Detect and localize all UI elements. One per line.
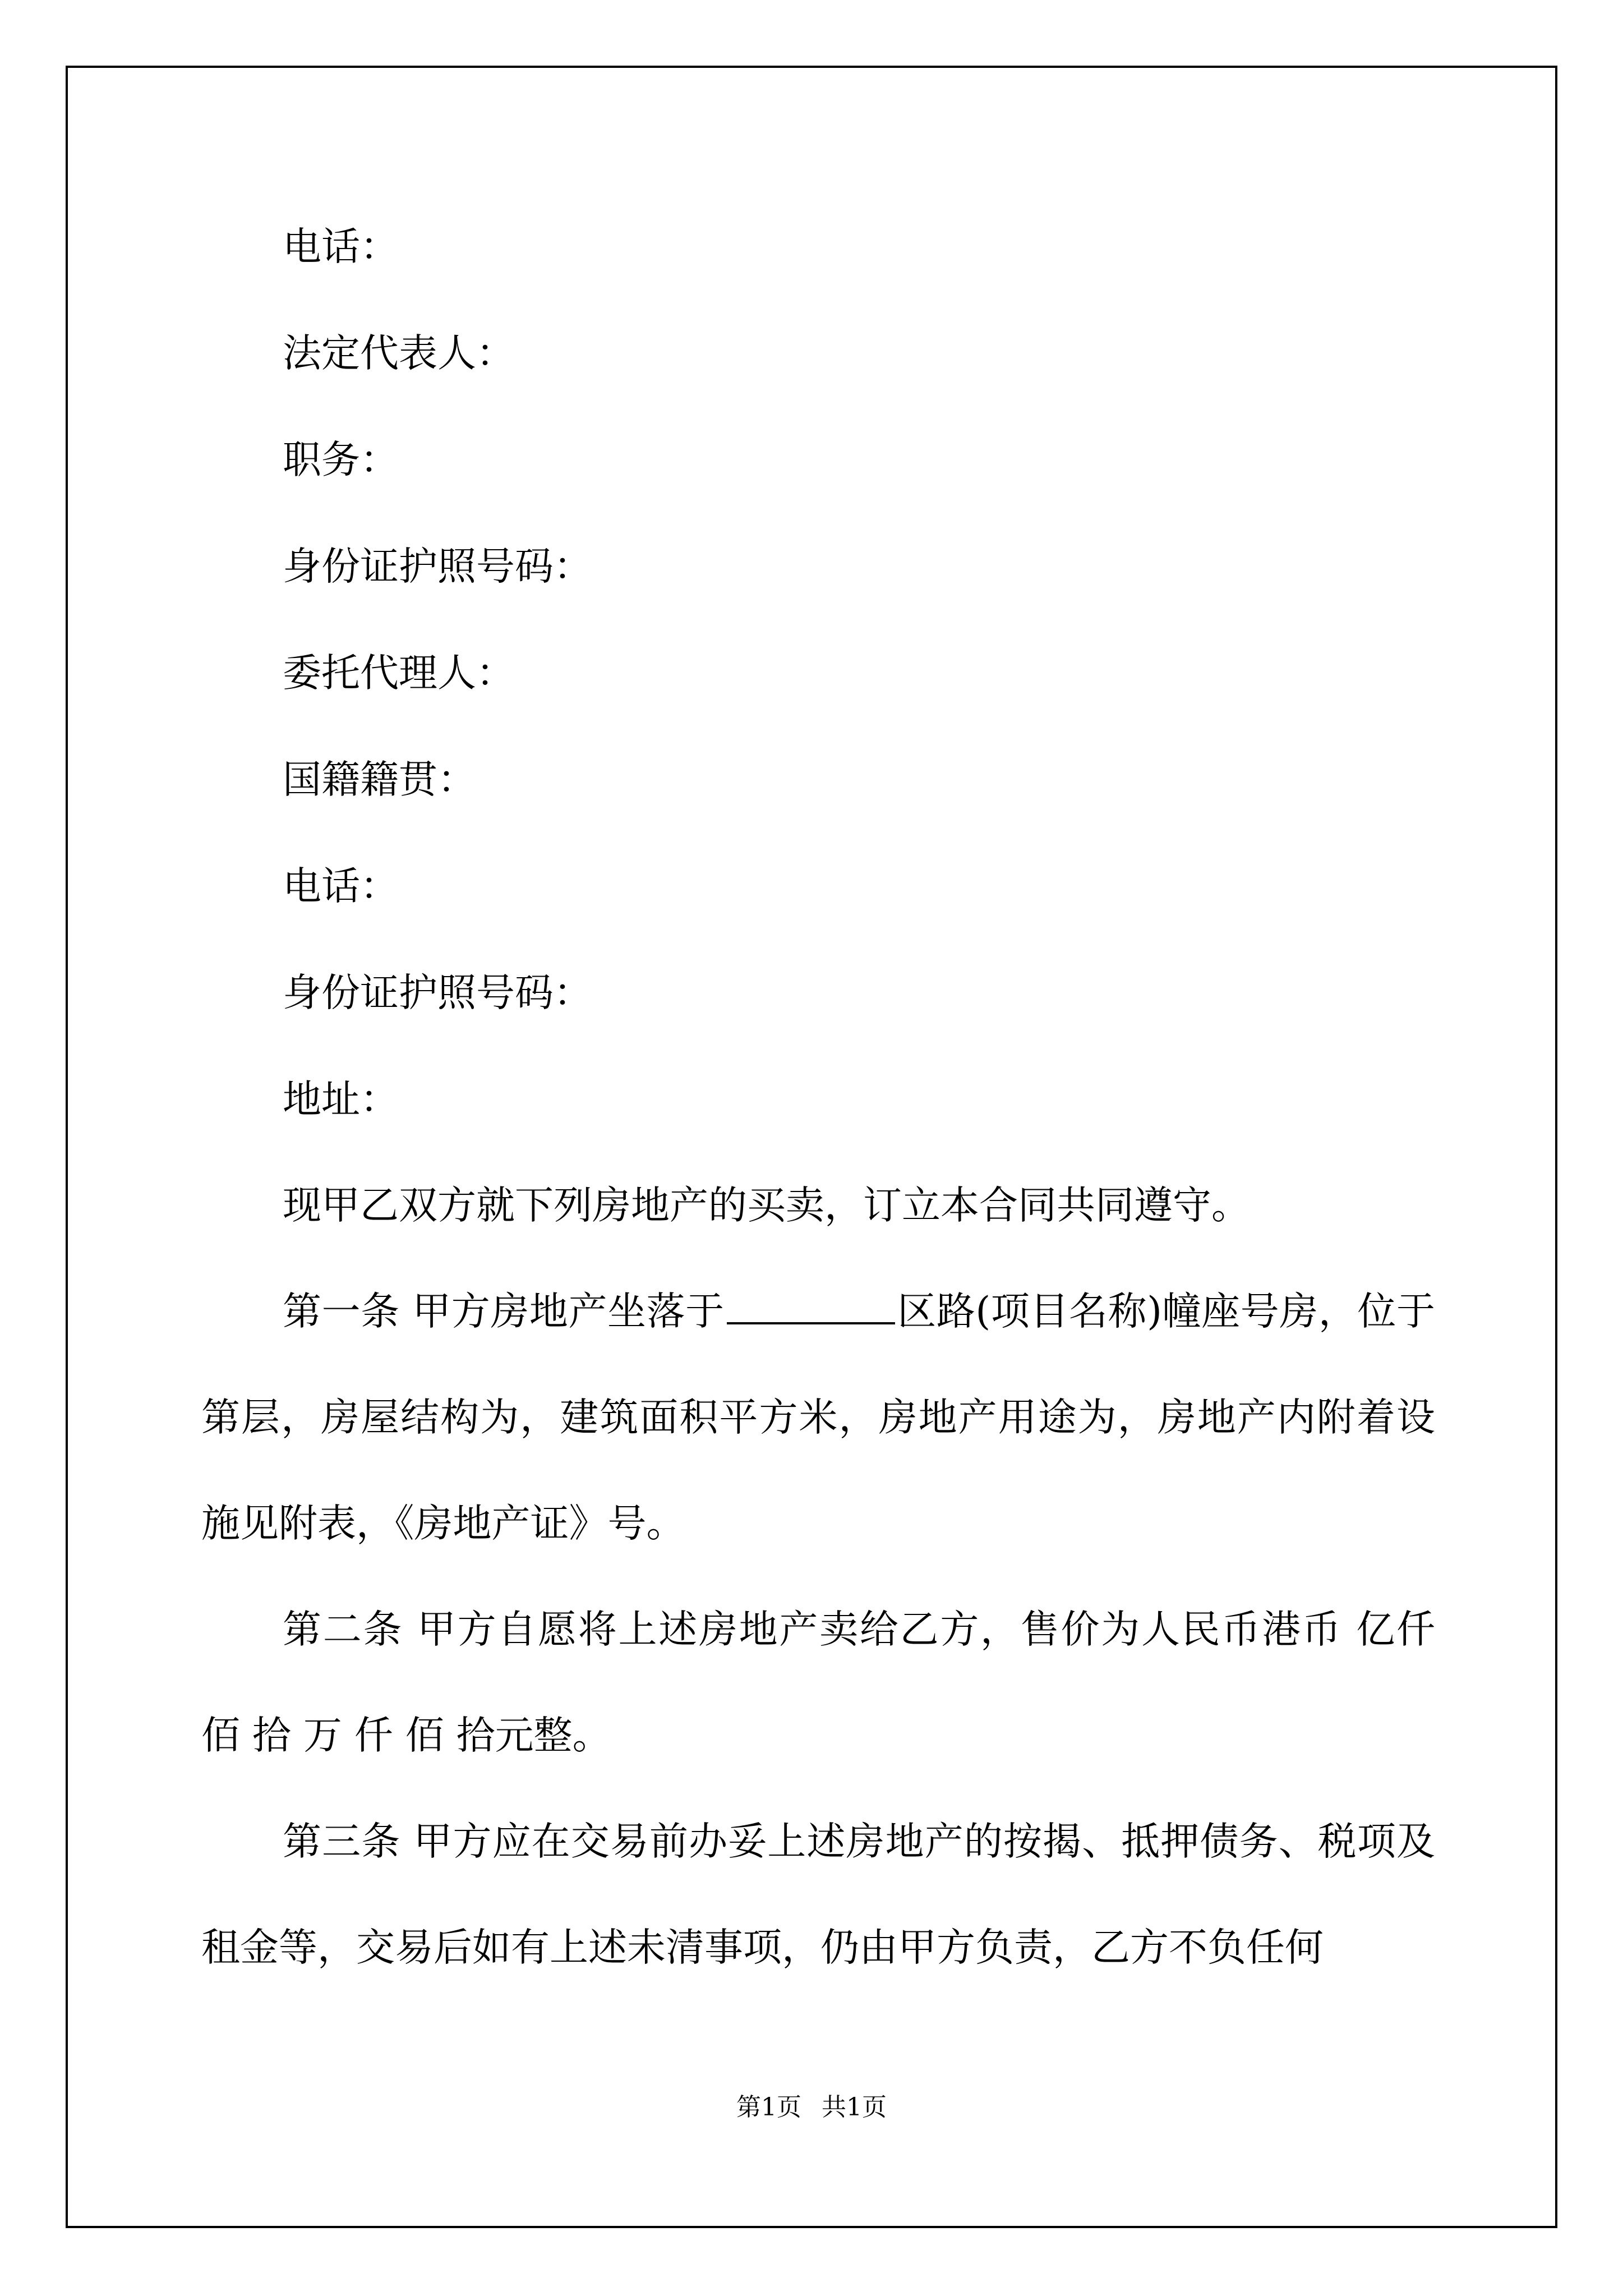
- paragraph-article-3: 第三条 甲方应在交易前办妥上述房地产的按揭、抵押债务、税项及租金等，交易后如有上述未清事项，仍由甲方负责，乙方不负任何: [201, 1819, 1435, 1970]
- field-agent: 委托代理人：: [283, 651, 515, 696]
- article-1-text-end: 区路(项目名称)幢座号房，位于第层，房屋结构为，建筑面积平方米，房地产用途为，房地产内附着设施见附表，《房地产证》号。: [201, 1289, 1435, 1546]
- paragraph-article-2: 第二条 甲方自愿将上述房地产卖给乙方，售价为人民币港币 亿仟 佰 拾 万 仟 佰 拾元整。: [201, 1607, 1435, 1758]
- paragraph-article-1: [201, 1259, 1435, 1577]
- field-phone-2: 电话：: [283, 864, 399, 909]
- article-1-text-start: 第一条 甲方房地产坐落于: [283, 1289, 725, 1334]
- field-position: 职务：: [283, 438, 399, 482]
- page-number: 第1页: [736, 2093, 801, 2122]
- field-nationality: 国籍籍贯：: [283, 757, 476, 802]
- field-phone: 电话：: [283, 224, 399, 269]
- paragraph-intro: 现甲乙双方就下列房地产的买卖，订立本合同共同遵守。: [283, 1183, 1250, 1228]
- field-id-passport: 身份证护照号码：: [283, 544, 592, 589]
- field-address: 地址：: [283, 1077, 399, 1122]
- field-legal-representative: 法定代表人：: [283, 331, 515, 376]
- page-footer: [0, 2087, 1623, 2123]
- fill-in-blank: [727, 1290, 895, 1324]
- page-total: 共1页: [822, 2093, 887, 2122]
- document-body: [201, 213, 1435, 2001]
- field-id-passport-2: 身份证护照号码：: [283, 970, 592, 1015]
